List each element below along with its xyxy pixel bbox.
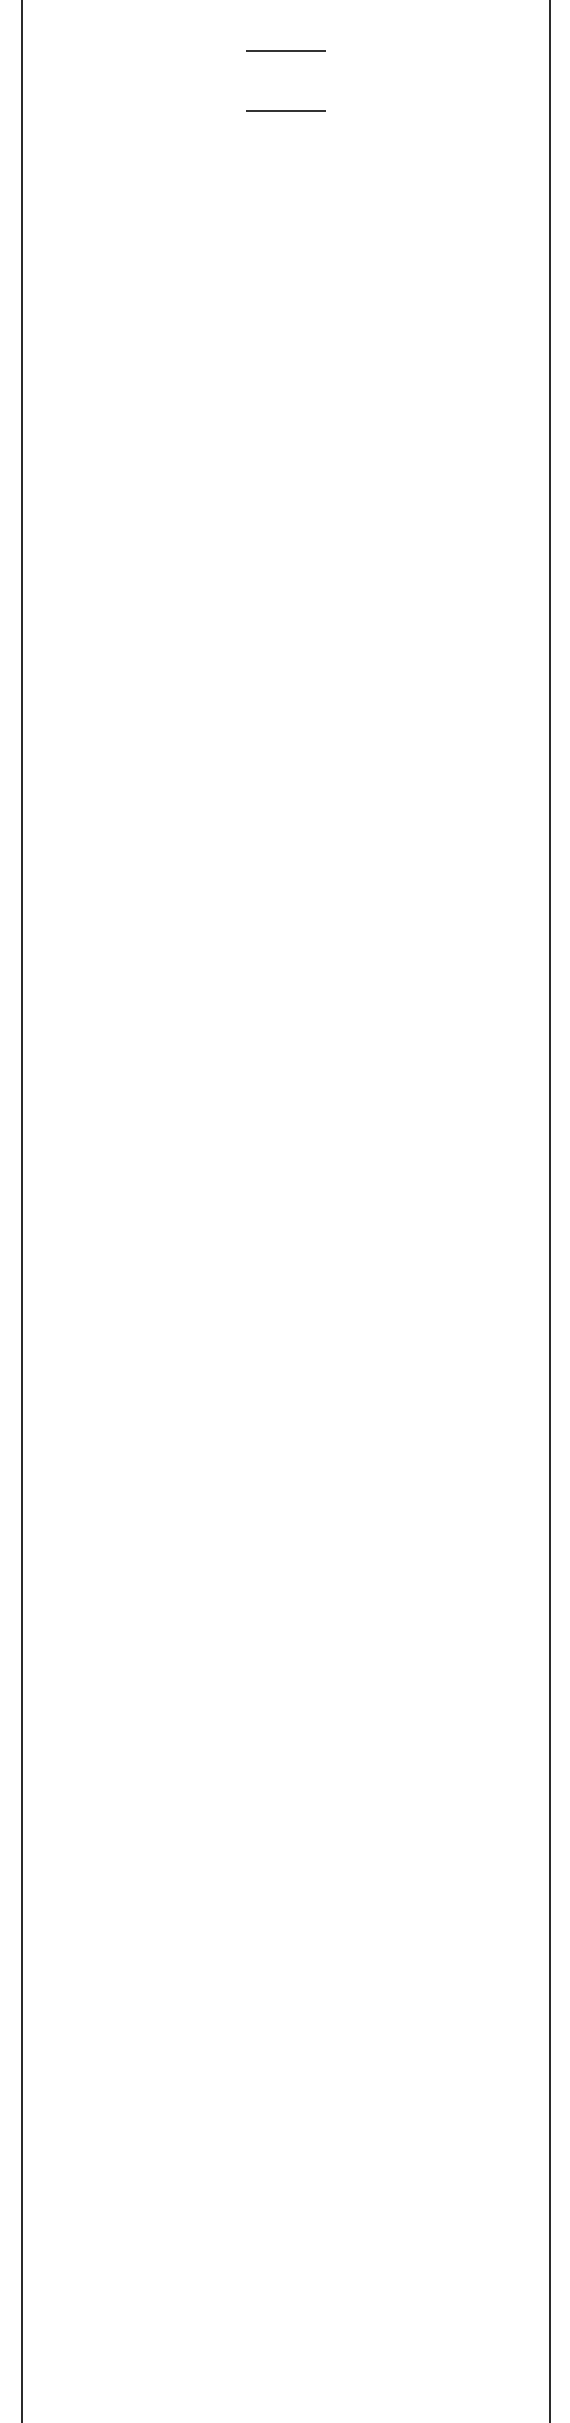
drop-cap [26,115,80,187]
right-column-rule [549,0,551,2423]
title-divider [246,50,326,52]
firm-divider [246,110,326,112]
left-column-rule [21,0,23,2423]
